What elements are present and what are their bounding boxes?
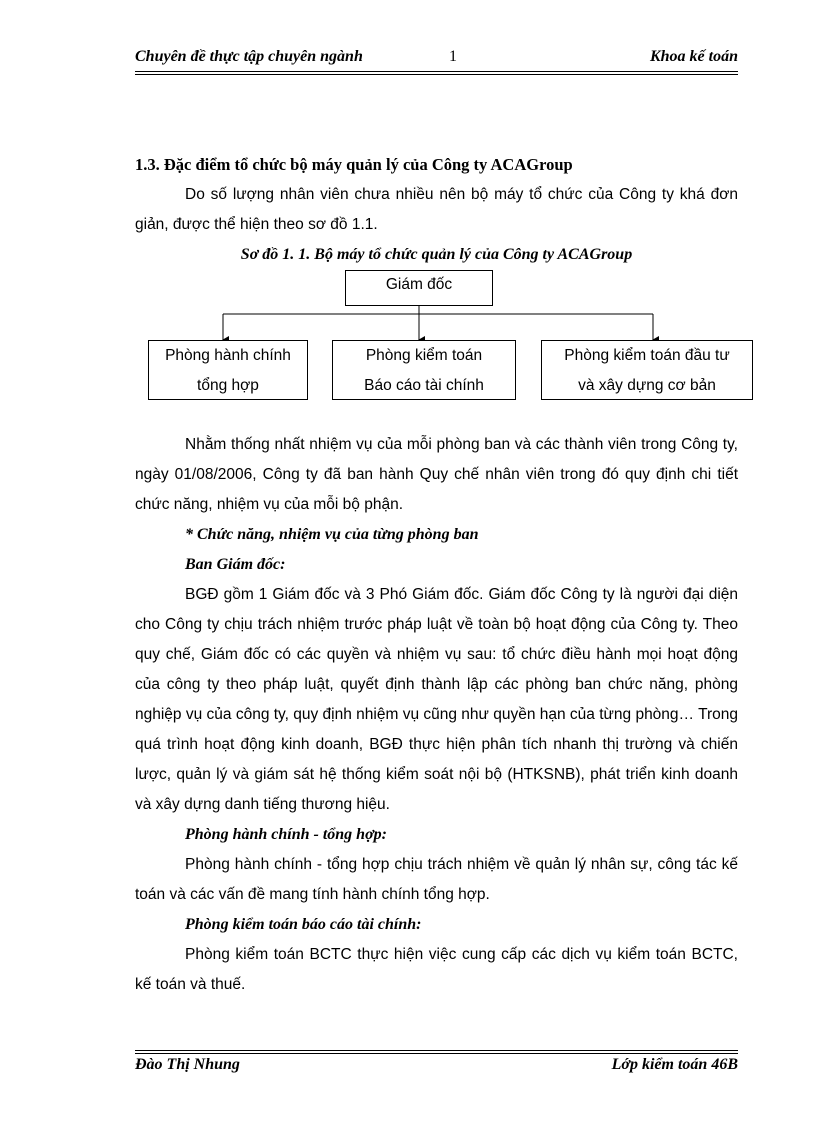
chart-caption: Sơ đồ 1. 1. Bộ máy tổ chức quản lý của Công ty ACAGroup [240, 246, 633, 263]
intro-paragraph: Do số lượng nhân viên chưa nhiều nên bộ máy tổ chức của Công ty khá đơn giản, được thể hiện theo sơ đồ 1.1. [135, 186, 738, 233]
org-box-fs-audit-line2: Báo cáo tài chính [364, 377, 484, 394]
header-right-title: Khoa kế toán [649, 48, 738, 65]
page-number: 1 [449, 48, 457, 65]
org-box-investment-audit [541, 340, 753, 400]
footer-author: Đào Thị Nhung [135, 1056, 240, 1073]
admin-paragraph: Phòng hành chính - tổng hợp chịu trách nhiệm về quản lý nhân sự, công tác kế toán và các vấn đề mang tính hành chính tổng hợp. [135, 856, 738, 903]
page-footer [135, 1056, 738, 1078]
header-left-title: Chuyên đề thực tập chuyên ngành [135, 48, 363, 65]
org-chart [135, 270, 738, 430]
board-heading: Ban Giám đốc: [185, 556, 286, 573]
page-body [135, 150, 738, 1000]
org-box-admin-line1: Phòng hành chính [165, 347, 291, 364]
header-rule [135, 71, 738, 75]
org-box-fs-audit-line1: Phòng kiểm toán [365, 347, 483, 364]
org-box-director-label: Giám đốc [385, 276, 453, 293]
org-box-director [345, 270, 493, 306]
footer-rule [135, 1050, 738, 1054]
section-title: 1.3. Đặc điểm tổ chức bộ máy quản lý của Công ty ACAGroup [135, 155, 573, 174]
audit-heading: Phòng kiểm toán báo cáo tài chính: [185, 916, 422, 933]
org-box-investment-audit-line2: và xây dựng cơ bản [578, 377, 716, 394]
page-header [135, 48, 738, 70]
functions-heading: * Chức năng, nhiệm vụ của từng phòng ban [185, 526, 479, 543]
org-box-investment-audit-line1: Phòng kiểm toán đầu tư [564, 347, 730, 364]
audit-paragraph: Phòng kiểm toán BCTC thực hiện việc cung cấp các dịch vụ kiểm toán BCTC, kế toán và thuế. [135, 946, 738, 993]
board-paragraph: BGĐ gồm 1 Giám đốc và 3 Phó Giám đốc. Giám đốc Công ty là người đại diện cho Công ty chịu trách nhiệm trước pháp luật về toàn bộ hoạt động của Công ty. Theo quy chế, Giám đốc có các quyền và nhiệm vụ sau: tổ chức điều hành mọi hoạt động của công ty theo pháp luật, quyết định thành lập các phòng ban chức năng, phòng nghiệp vụ của công ty, quy định nhiệm vụ cũng như quyền hạn của từng phòng… Trong quá trình hoạt động kinh doanh, BGĐ thực hiện phân tích nhanh thị trường và chiến lược, quản lý và giám sát hệ thống kiểm soát nội bộ (HTKSNB), phát triển kinh doanh và xây dựng danh tiếng thương hiệu. [135, 586, 738, 813]
admin-heading: Phòng hành chính - tổng hợp: [185, 826, 387, 843]
paragraph-regulation: Nhằm thống nhất nhiệm vụ của mỗi phòng ban và các thành viên trong Công ty, ngày 01/08/2006, Công ty đã ban hành Quy chế nhân viên trong đó quy định chi tiết chức năng, nhiệm vụ của mỗi bộ phận. [135, 436, 738, 513]
org-box-admin-line2: tổng hợp [197, 377, 259, 394]
footer-class: Lớp kiểm toán 46B [611, 1056, 738, 1073]
org-box-admin [148, 340, 308, 400]
org-box-fs-audit [332, 340, 516, 400]
